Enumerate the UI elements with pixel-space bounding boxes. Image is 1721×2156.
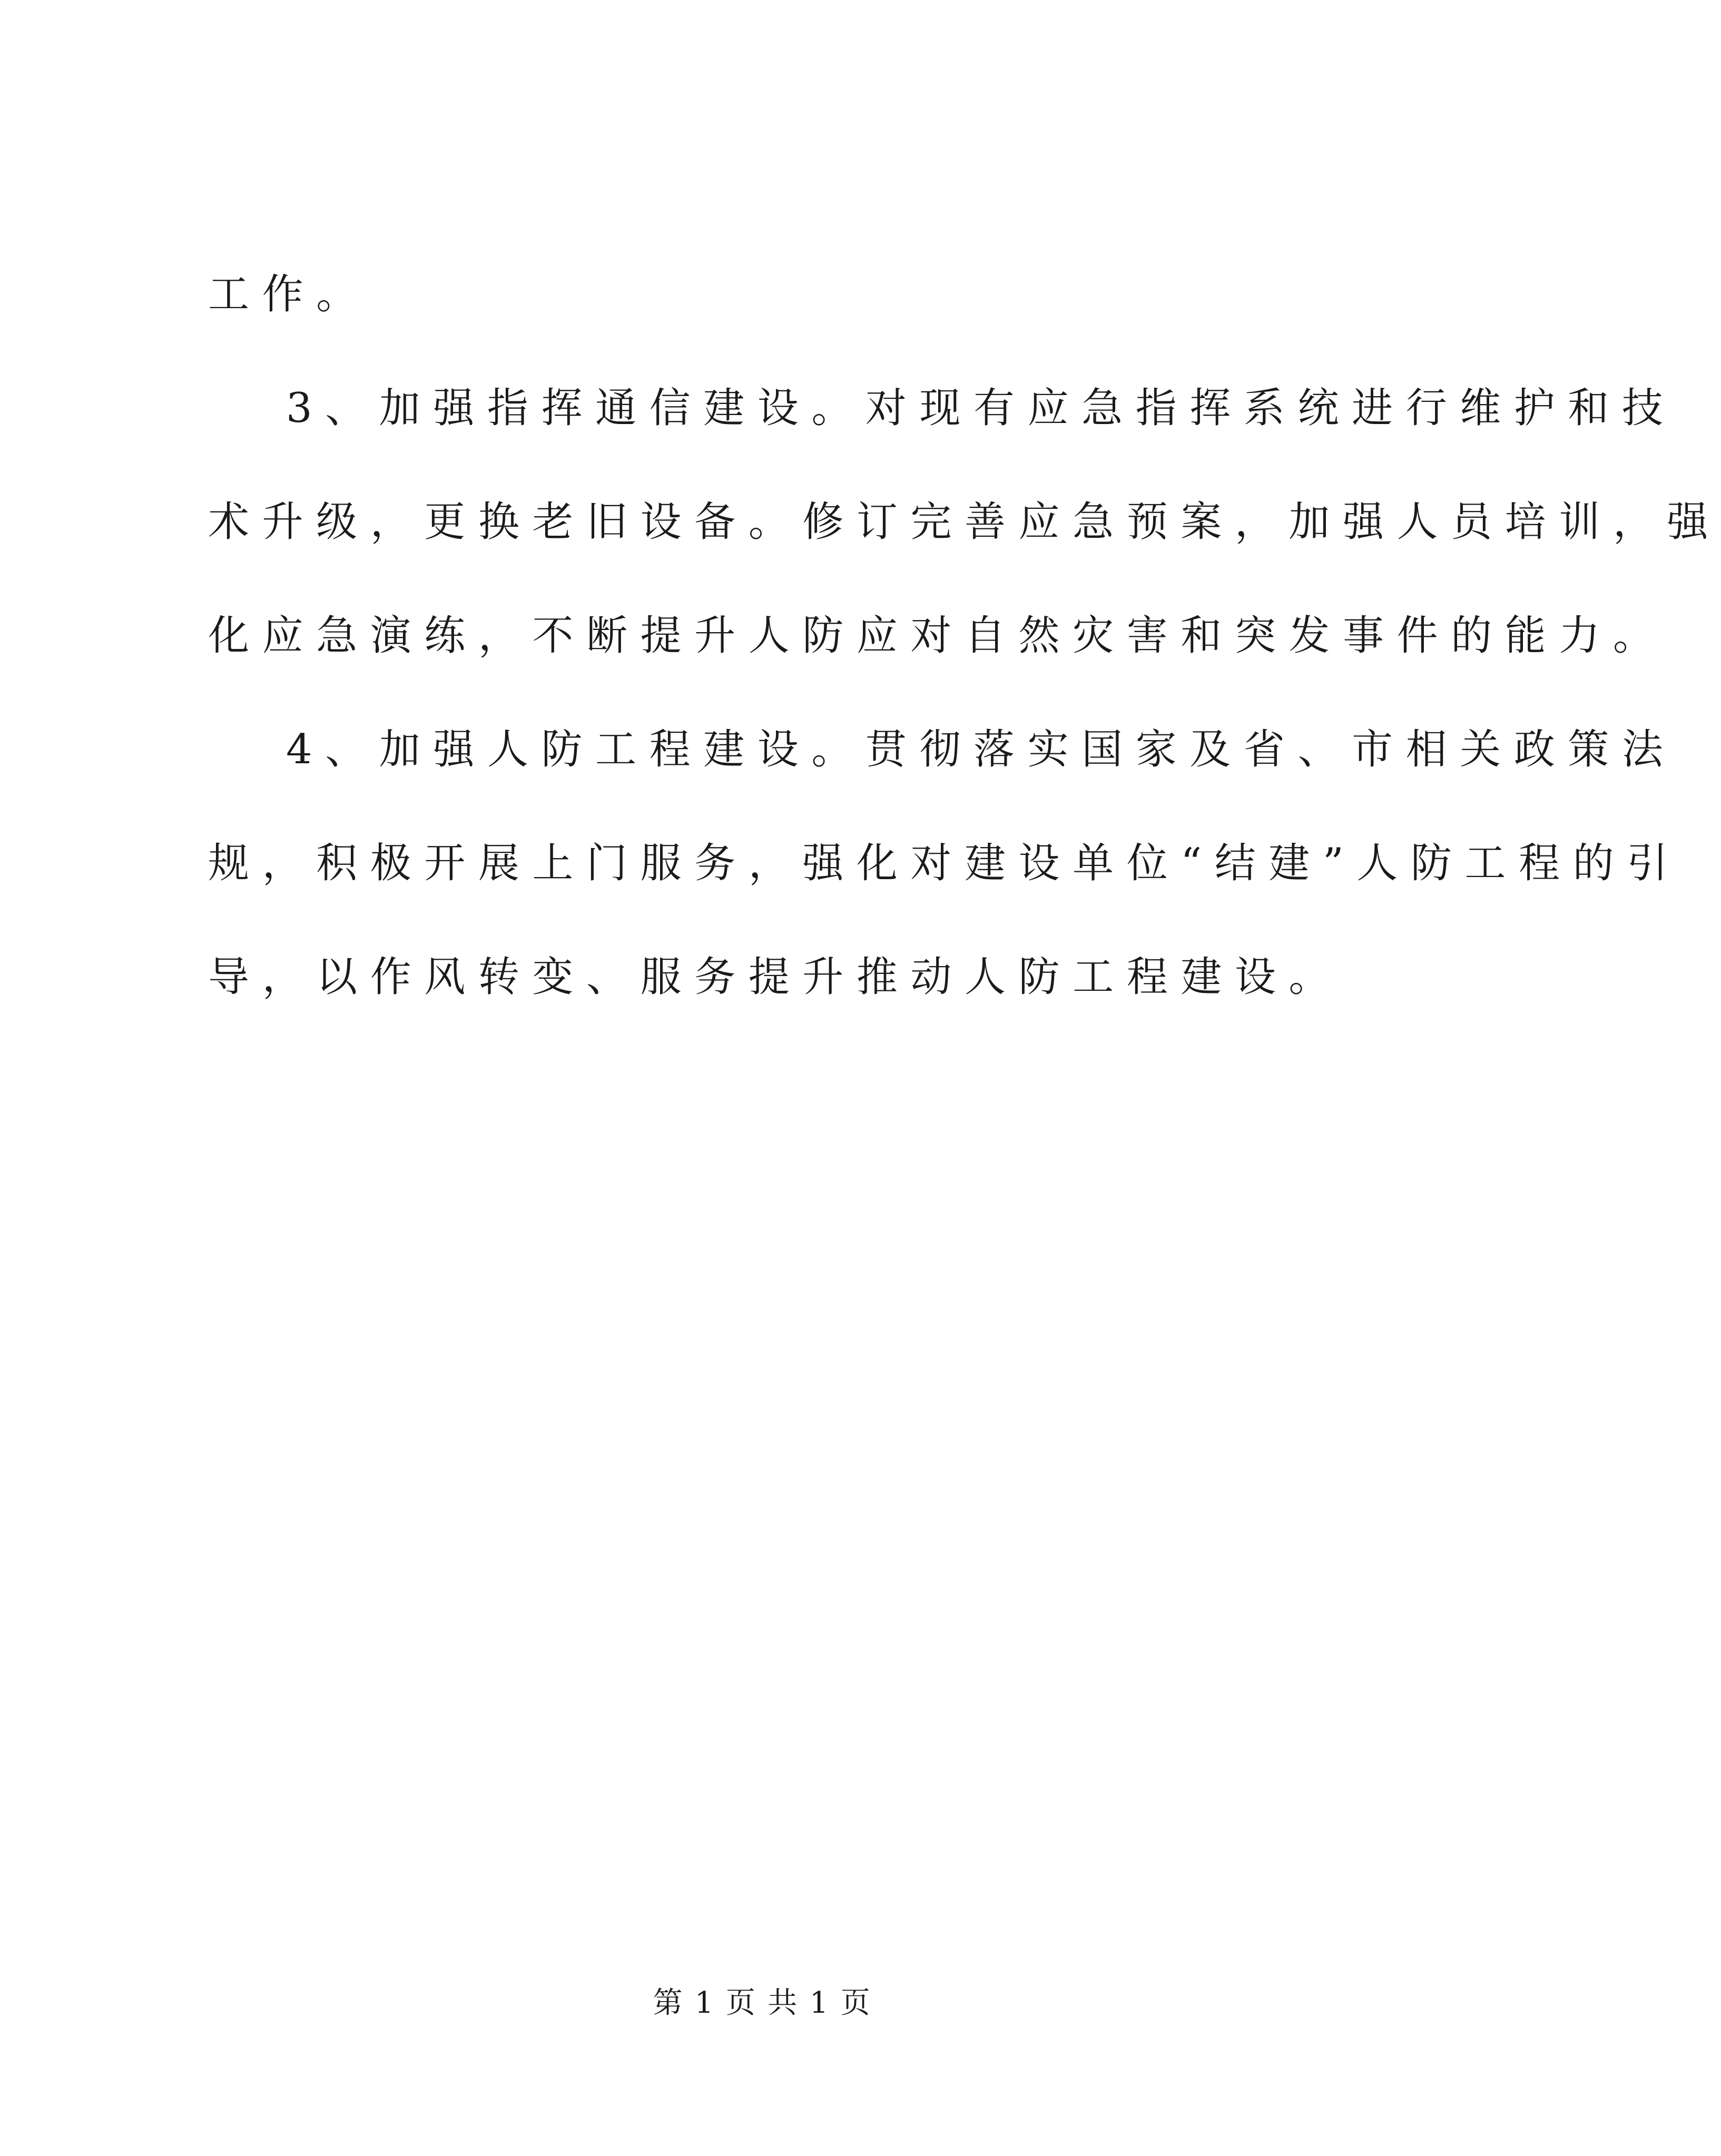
paragraph-line: 工作。 bbox=[208, 271, 370, 318]
document-body bbox=[208, 271, 1721, 1070]
paragraph-line: 导，以作风转变、服务提升推动人防工程建设。 bbox=[208, 953, 1343, 1001]
paragraph-line: 术升级，更换老旧设备。修订完善应急预案，加强人员培训，强 bbox=[208, 498, 1721, 546]
paragraph-line: 化应急演练，不断提升人防应对自然灾害和突发事件的能力。 bbox=[208, 612, 1667, 659]
page-footer: 第 1 页 共 1 页 bbox=[653, 1986, 872, 2020]
paragraph-line: 3、加强指挥通信建设。对现有应急指挥系统进行维护和技 bbox=[286, 385, 1676, 432]
paragraph-line: 4、加强人防工程建设。贯彻落实国家及省、市相关政策法 bbox=[286, 726, 1676, 773]
paragraph-line: 规，积极开展上门服务，强化对建设单位“结建”人防工程的引 bbox=[208, 840, 1681, 887]
